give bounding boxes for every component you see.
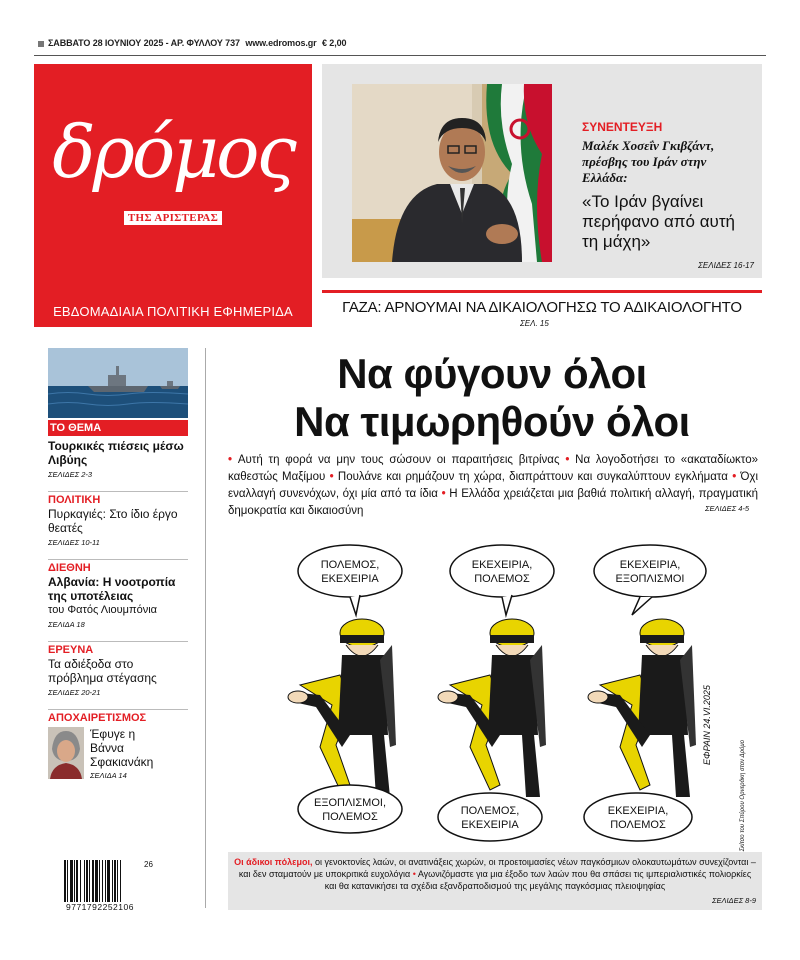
section-author: του Φατός Λιουμπόνια xyxy=(48,604,158,616)
speech-bubble xyxy=(594,545,706,615)
interview-pages: ΣΕΛΙΔΕΣ 16-17 xyxy=(698,261,754,270)
interview-text xyxy=(582,120,752,252)
speech-bubble xyxy=(438,793,542,841)
section-label: ΕΡΕΥΝΑ xyxy=(48,641,188,656)
gaza-headline[interactable]: ΓΑΖΑ: ΑΡΝΟΥΜΑΙ ΝΑ ΔΙΚΑΙΟΛΟΓΗΣΩ ΤΟ ΑΔΙΚΑΙΟΛΟΓΗΤΟ xyxy=(322,290,762,316)
cartoon xyxy=(280,535,740,845)
ambassador-photo xyxy=(352,84,552,262)
svg-text:ΠΟΛΕΜΟΣ,: ΠΟΛΕΜΟΣ, xyxy=(320,559,380,571)
main-bullets: • Αυτή τη φορά να μην τους σώσουν οι παραιτήσεις βιτρίνας • Να λογοδοτήσει το «ακαταδίωκτο» καθεστώς Μαξίμου • Πουλάνε και ρημάζουν τη χώρα, διαπράττουν και συγκαλύπτουν εγκλήματα • Όχι εναλλαγή συνενόχων, όχι μία από τα ίδια • Η Ελλάδα χρειάζεται μια βαθιά πολιτική αλλαγή, πραγματική δημοκρατία και δικαιοσύνη xyxy=(228,454,758,517)
svg-text:ΠΟΛΕΜΟΣ: ΠΟΛΕΜΟΣ xyxy=(322,811,378,823)
sidebar xyxy=(48,348,188,792)
logo-subtitle: ΤΗΣ ΑΡΙΣΤΕΡΑΣ xyxy=(34,208,312,226)
theme-tag: ΤΟ ΘΕΜΑ xyxy=(48,420,188,436)
barcode-bar xyxy=(120,860,121,902)
barcode-bar xyxy=(64,860,66,902)
barcode-bar xyxy=(89,860,90,902)
interview-person: Μαλέκ Χοσεΐν Γκιβζάντ, πρέσβης του Ιράν στην Ελλάδα: xyxy=(582,138,715,185)
cartoon-credit: Σκίτσο του Σπύρου Ορνεράκη στον Δρόμο xyxy=(740,740,746,852)
section-title: Τα αδιέξοδα στο πρόβλημα στέγασης xyxy=(48,657,157,685)
price: € 2,00 xyxy=(322,38,347,48)
speech-bubble xyxy=(298,545,402,615)
svg-text:ΕΞΟΠΛΙΣΜΟΙ,: ΕΞΟΠΛΙΣΜΟΙ, xyxy=(313,797,387,809)
section-title: Αλβανία: Η νοοτροπία της υποτέλειας xyxy=(48,575,176,603)
bottom-pages: ΣΕΛΙΔΕΣ 8-9 xyxy=(711,896,756,905)
barcode-bar xyxy=(112,860,113,902)
section-pages: ΣΕΛΙΔΕΣ 20-21 xyxy=(48,688,101,697)
top-divider xyxy=(34,55,766,56)
barcode-bar xyxy=(74,860,75,902)
square-icon xyxy=(38,41,44,47)
interview-box[interactable] xyxy=(322,64,762,278)
barcode-bar xyxy=(84,860,85,902)
svg-text:ΕΚΕΧΕΙΡΙΑ,: ΕΚΕΧΕΙΡΙΑ, xyxy=(471,559,533,571)
sidebar-item-international[interactable] xyxy=(48,559,188,629)
warship-photo xyxy=(48,348,188,418)
svg-text:ΠΟΛΕΜΟΣ: ΠΟΛΕΜΟΣ xyxy=(474,573,530,585)
barcode-bar xyxy=(76,860,78,902)
barcode-bar xyxy=(86,860,88,902)
svg-text:ΠΟΛΕΜΟΣ,: ΠΟΛΕΜΟΣ, xyxy=(460,805,520,817)
issue-number: 26 xyxy=(144,860,153,869)
barcode-number: 9771792252106 xyxy=(66,902,134,912)
main-headline[interactable]: Να φύγουν όλοι Να τιμωρηθούν όλοι xyxy=(294,350,690,445)
dateline-bar xyxy=(38,38,346,48)
barcode-bar xyxy=(80,860,81,902)
theme-title[interactable]: Τουρκικές πιέσεις μέσω Λιβύης xyxy=(48,439,184,467)
barcode-bar xyxy=(117,860,118,902)
gaza-page: ΣΕΛ. 15 xyxy=(520,319,549,328)
soldier-figure xyxy=(438,619,546,797)
barcode-bar xyxy=(107,860,110,902)
farewell-title: Έφυγε η Βάννα Σφακιανάκη xyxy=(90,727,154,769)
logo: δρόμος xyxy=(52,110,294,194)
section-pages: ΣΕΛΙΔΕΣ 10-11 xyxy=(48,538,100,547)
tagline: ΕΒΔΟΜΑΔΙΑΙΑ ΠΟΛΙΤΙΚΗ ΕΦΗΜΕΡΙΔΑ xyxy=(53,304,293,319)
svg-text:ΕΞΟΠΛΙΣΜΟΙ: ΕΞΟΠΛΙΣΜΟΙ xyxy=(615,573,685,585)
interview-quote: «Το Ιράν βγαίνει περήφανο από αυτή τη μάχη» xyxy=(582,192,735,251)
barcode xyxy=(64,860,154,902)
section-title: Πυρκαγιές: Στο ίδιο έργο θεατές xyxy=(48,507,178,535)
barcode-bar xyxy=(95,860,98,902)
barcode-bar xyxy=(114,860,116,902)
svg-text:ΕΚΕΧΕΙΡΙΑ,: ΕΚΕΧΕΙΡΙΑ, xyxy=(607,805,669,817)
svg-text:ΕΚΕΧΕΙΡΙΑ: ΕΚΕΧΕΙΡΙΑ xyxy=(321,573,379,585)
sidebar-item-farewell[interactable] xyxy=(48,709,188,792)
main-pages: ΣΕΛΙΔΕΣ 4-5 xyxy=(705,504,750,513)
sidebar-item-politics[interactable] xyxy=(48,491,188,547)
column-divider xyxy=(205,348,206,908)
sidebar-item-research[interactable] xyxy=(48,641,188,697)
svg-text:ΕΚΕΧΕΙΡΙΑ: ΕΚΕΧΕΙΡΙΑ xyxy=(461,819,519,831)
barcode-bar xyxy=(105,860,106,902)
svg-text:ΠΟΛΕΜΟΣ: ΠΟΛΕΜΟΣ xyxy=(610,819,666,831)
farewell-pages: ΣΕΛΙΔΑ 14 xyxy=(90,771,127,780)
speech-bubble xyxy=(584,793,692,841)
theme-pages: ΣΕΛΙΔΕΣ 2-3 xyxy=(48,470,93,479)
masthead[interactable] xyxy=(34,64,312,327)
barcode-bar xyxy=(99,860,100,902)
section-label: ΠΟΛΙΤΙΚΗ xyxy=(48,491,188,506)
cartoon-signature: ΕΦΡΑΙΝ 24.VI.2025 xyxy=(702,685,712,765)
portrait-photo xyxy=(48,727,84,779)
barcode-bar xyxy=(102,860,103,902)
soldier-figure xyxy=(288,619,396,797)
interview-kicker: ΣΥΝΕΝΤΕΥΞΗ xyxy=(582,120,663,134)
bottom-feature[interactable]: Οι άδικοι πόλεμοι, οι γενοκτονίες λαών, οι ανατινάξεις χωρών, οι προετοιμασίες νέων παγκόσμιων ολοκαυτωμάτων συνεχίζονται – και δεν σταματούν με υποκριτικά ευχολόγια • Αγωνιζόμαστε για μια έξοδο των λαών που θα σπάσει τις ιμπεριαλιστικές πολιορκίες και θα κατανικήσει τα σχέδια εξανδραποδισμού της μεγάλης παγκόσμιας πλειοψηφίας ΣΕΛΙΔΕΣ 8-9 xyxy=(228,852,762,910)
dateline: ΣΑΒΒΑΤΟ 28 ΙΟΥΝΙΟΥ 2025 - ΑΡ. ΦΥΛΛΟΥ 737 xyxy=(48,38,240,48)
section-label: ΑΠΟΧΑΙΡΕΤΙΣΜΟΣ xyxy=(48,709,188,724)
speech-bubble xyxy=(298,785,402,833)
section-label: ΔΙΕΘΝΗ xyxy=(48,559,188,574)
section-pages: ΣΕΛΙΔΑ 18 xyxy=(48,620,85,629)
barcode-bar xyxy=(70,860,73,902)
barcode-bar xyxy=(92,860,94,902)
soldier-figure xyxy=(588,619,696,797)
svg-text:ΕΚΕΧΕΙΡΙΑ,: ΕΚΕΧΕΙΡΙΑ, xyxy=(619,559,681,571)
website-link[interactable]: www.edromos.gr xyxy=(245,38,317,48)
speech-bubble xyxy=(450,545,554,615)
barcode-bar xyxy=(67,860,68,902)
